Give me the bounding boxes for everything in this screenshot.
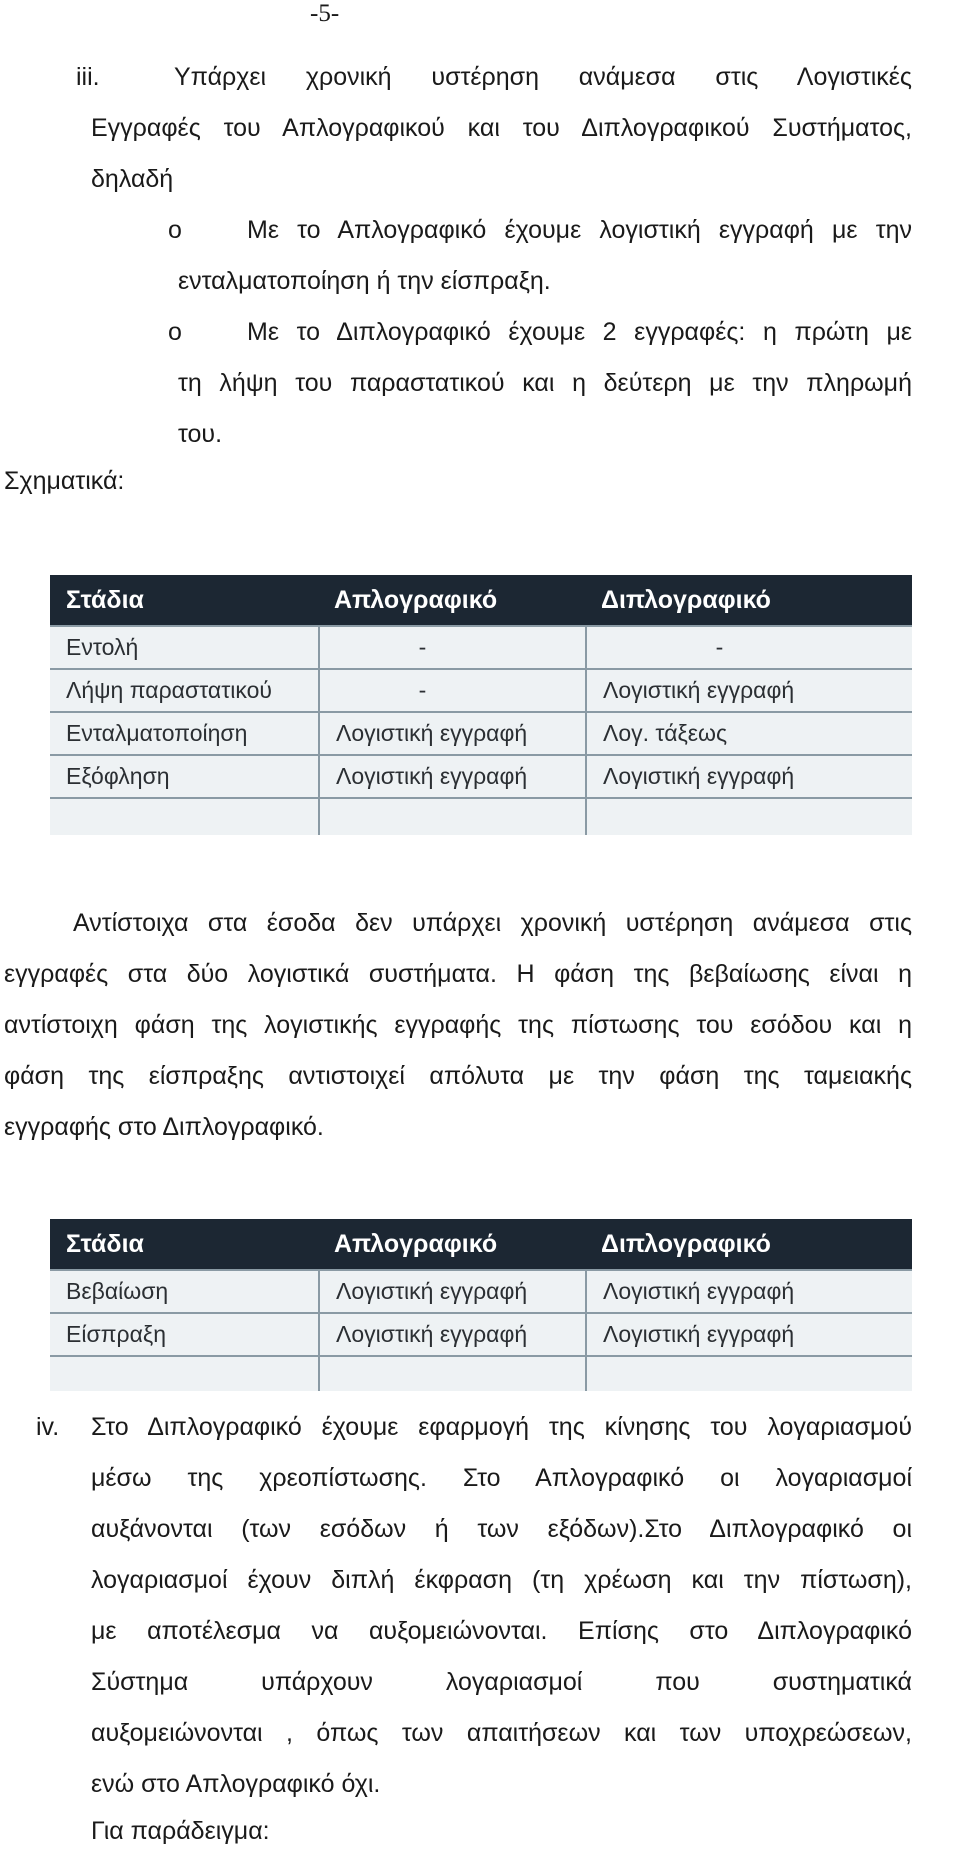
cell-single-entry: - (318, 627, 585, 668)
table-stages-revenue (50, 1219, 912, 1391)
bullet-marker-1: o (168, 216, 182, 244)
list-marker-iv: iv. (36, 1413, 60, 1441)
list-marker-iii: iii. (76, 63, 100, 91)
item-iv-line-9: Για παράδειγμα: (91, 1817, 270, 1845)
table-row (50, 754, 912, 797)
cell-single-entry: - (318, 670, 585, 711)
header-stages: Στάδια (66, 1229, 144, 1258)
table-header (50, 1219, 912, 1269)
cell-double-entry: Λογιστική εγγραφή (585, 1271, 912, 1312)
header-single-entry: Απλογραφικό (334, 1229, 498, 1258)
cell-single-entry: Λογιστική εγγραφή (318, 713, 585, 754)
cell-double-entry: Λογιστική εγγραφή (585, 1314, 912, 1355)
table-row (50, 1269, 912, 1312)
table-row (50, 668, 912, 711)
table-row (50, 1312, 912, 1355)
header-stages: Στάδια (66, 585, 144, 614)
item-iv-line-5: με αποτέλεσμα να αυξομειώνονται. Επίσης στο Διπλογραφικό (91, 1617, 912, 1645)
table-row (50, 625, 912, 668)
cell-stage: Είσπραξη (66, 1321, 166, 1347)
item-iii-line-3: δηλαδή (91, 165, 174, 193)
cell-stage: Εντολή (66, 634, 139, 660)
cell-stage: Ενταλματοποίηση (66, 720, 248, 746)
bullet-2-line-1: Με το Διπλογραφικό έχουμε 2 εγγραφές: η πρώτη με (247, 318, 912, 346)
table-blank-row (50, 797, 912, 835)
paragraph-line-4: φάση της είσπραξης αντιστοιχεί απόλυτα με την φάση της ταμειακής (4, 1062, 912, 1090)
bullet-marker-2: o (168, 318, 182, 346)
header-single-entry: Απλογραφικό (334, 585, 498, 614)
cell-double-entry: - (585, 627, 912, 668)
page-number: -5- (310, 0, 340, 27)
cell-double-entry: Λογιστική εγγραφή (585, 756, 912, 797)
item-iv-line-6: Σύστημα υπάρχουν λογαριασμοί που συστηματικά (91, 1668, 912, 1696)
cell-single-entry: Λογιστική εγγραφή (318, 1314, 585, 1355)
cell-single-entry: Λογιστική εγγραφή (318, 1271, 585, 1312)
item-iv-line-3: αυξάνονται (των εσόδων ή των εξόδων).Στο Διπλογραφικό οι (91, 1515, 912, 1543)
schematic-label: Σχηματικά: (4, 467, 125, 495)
table-blank-row (50, 1355, 912, 1391)
cell-stage: Λήψη παραστατικού (66, 677, 272, 703)
bullet-2-line-2: τη λήψη του παραστατικού και η δεύτερη με την πληρωμή (178, 369, 912, 397)
table-row (50, 711, 912, 754)
bullet-1-line-2: ενταλματοποίηση ή την είσπραξη. (178, 267, 551, 295)
paragraph-line-1: Αντίστοιχα στα έσοδα δεν υπάρχει χρονική υστέρηση ανάμεσα στις (73, 909, 912, 937)
header-double-entry: Διπλογραφικό (601, 585, 771, 614)
item-iii-line-1: Υπάρχει χρονική υστέρηση ανάμεσα στις Λογιστικές (174, 63, 912, 91)
cell-stage: Εξόφληση (66, 763, 170, 789)
paragraph-line-3: αντίστοιχη φάση της λογιστικής εγγραφής της πίστωσης του εσόδου και η (4, 1011, 912, 1039)
cell-stage: Βεβαίωση (66, 1278, 169, 1304)
cell-double-entry: Λογιστική εγγραφή (585, 670, 912, 711)
bullet-2-line-3: του. (178, 420, 223, 448)
item-iv-line-8: ενώ στο Απλογραφικό όχι. (91, 1770, 381, 1798)
item-iv-line-7: αυξομειώνονται , όπως των απαιτήσεων και των υποχρεώσεων, (91, 1719, 912, 1747)
table-stages-expenses (50, 575, 912, 835)
item-iv-line-1: Στο Διπλογραφικό έχουμε εφαρμογή της κίνησης του λογαριασμού (91, 1413, 912, 1441)
bullet-1-line-1: Με το Απλογραφικό έχουμε λογιστική εγγραφή με την (247, 216, 912, 244)
paragraph-line-2: εγγραφές στα δύο λογιστικά συστήματα. Η φάση της βεβαίωσης είναι η (4, 960, 912, 988)
cell-single-entry: Λογιστική εγγραφή (318, 756, 585, 797)
header-double-entry: Διπλογραφικό (601, 1229, 771, 1258)
item-iii-line-2: Εγγραφές του Απλογραφικού και του Διπλογραφικού Συστήματος, (91, 114, 912, 142)
paragraph-line-5: εγγραφής στο Διπλογραφικό. (4, 1113, 324, 1141)
item-iv-line-2: μέσω της χρεοπίστωσης. Στο Απλογραφικό οι λογαριασμοί (91, 1464, 912, 1492)
item-iv-line-4: λογαριασμοί έχουν διπλή έκφραση (τη χρέωση και την πίστωση), (91, 1566, 912, 1594)
table-header (50, 575, 912, 625)
cell-double-entry: Λογ. τάξεως (585, 713, 912, 754)
